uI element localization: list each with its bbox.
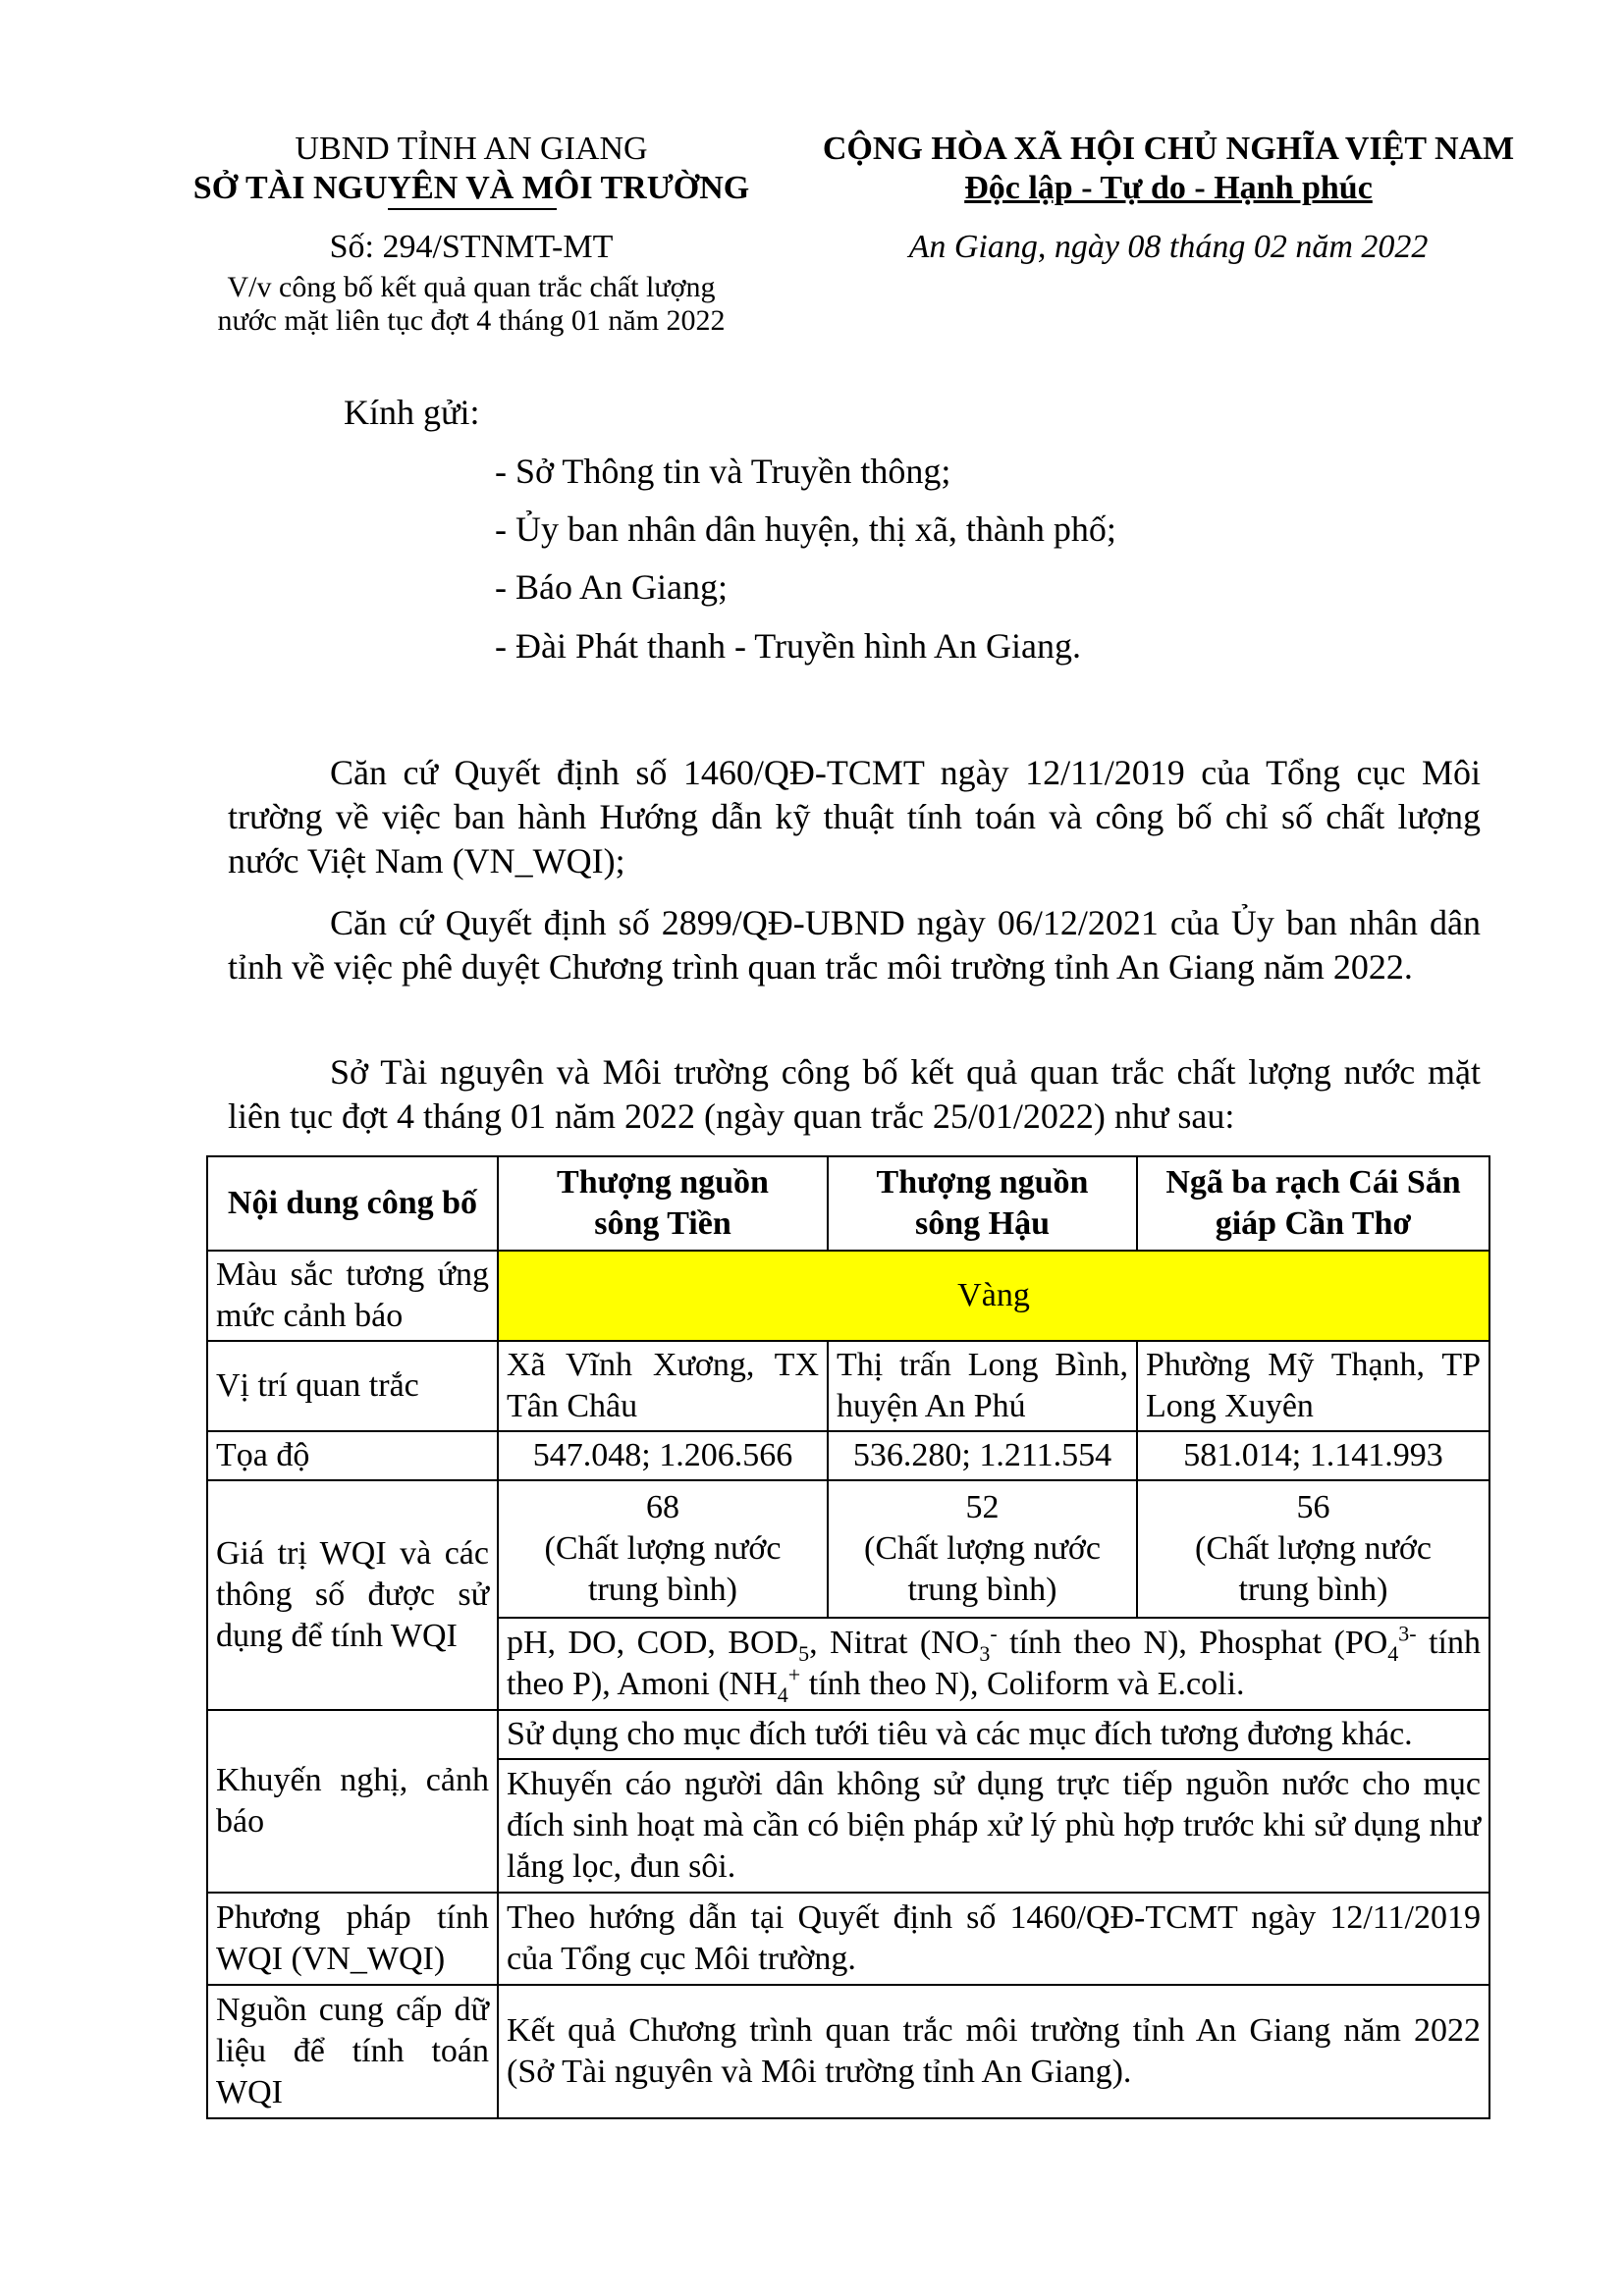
location-station-2: Thị trấn Long Bình, huyện An Phú <box>828 1341 1137 1431</box>
table-header-row <box>207 1156 1489 1251</box>
header-station-1-line-1: Thượng nguồn <box>557 1164 769 1201</box>
wqi-quality-station-3-l2: trung bình) <box>1238 1572 1388 1608</box>
wqi-quality-station-1-l1: (Chất lượng nước <box>544 1530 782 1567</box>
recipient-1: - Sở Thông tin và Truyền thông; <box>495 452 951 491</box>
param-text-5: tính theo N), Coliform và E.coli. <box>800 1666 1245 1702</box>
paragraph-legal-basis-1: Căn cứ Quyết định số 1460/QĐ-TCMT ngày 12/11/2019 của Tổng cục Môi trường về việc ban hành Hướng dẫn kỹ thuật tính toán và công bố chỉ số chất lượng nước Việt Nam (VN_WQI); <box>228 753 1481 881</box>
param-sub-1: 5 <box>798 1640 810 1666</box>
paragraph-legal-basis-2: Căn cứ Quyết định số 2899/QĐ-UBND ngày 06/12/2021 của Ủy ban nhân dân tỉnh về việc phê duyệt Chương trình quan trắc môi trường tỉnh An Giang năm 2022. <box>228 903 1481 987</box>
method-value: Theo hướng dẫn tại Quyết định số 1460/QĐ-TCMT ngày 12/11/2019 của Tổng cục Môi trường. <box>498 1893 1489 1985</box>
warning-color-cell: Vàng <box>498 1251 1489 1341</box>
wqi-parameters-cell <box>498 1618 1489 1710</box>
param-sup-3: 3- <box>1398 1621 1417 1646</box>
location-row-label: Vị trí quan trắc <box>207 1341 498 1431</box>
wqi-station-3 <box>1137 1480 1489 1618</box>
recipient-3: - Báo An Giang; <box>495 567 728 607</box>
table-row-source <box>207 1985 1489 2118</box>
param-text-4: tính theo P), Amoni (NH <box>507 1625 1481 1702</box>
subject-line-1: V/v công bố kết quả quan trắc chất lượng <box>227 271 716 303</box>
subject-line-2: nước mặt liên tục đợt 4 tháng 01 năm 2022 <box>217 304 726 337</box>
table-row-location <box>207 1341 1489 1431</box>
header-station-3-line-2: giáp Cần Thơ <box>1215 1205 1412 1242</box>
wqi-quality-station-2-l1: (Chất lượng nước <box>864 1530 1101 1567</box>
coord-station-1: 547.048; 1.206.566 <box>498 1431 828 1480</box>
wqi-quality-station-2-l2: trung bình) <box>907 1572 1057 1608</box>
recommend-row-label: Khuyến nghị, cảnh báo <box>207 1710 498 1893</box>
agency-line-1: UBND TỈNH AN GIANG <box>295 131 648 167</box>
location-station-3: Phường Mỹ Thạnh, TP Long Xuyên <box>1137 1341 1489 1431</box>
method-row-label: Phương pháp tính WQI (VN_WQI) <box>207 1893 498 1985</box>
doc-number-block <box>157 228 785 267</box>
agency-name-block <box>157 130 785 208</box>
agency-underline <box>388 208 557 210</box>
coord-station-2: 536.280; 1.211.554 <box>828 1431 1137 1480</box>
header-station-2-line-2: sông Hậu <box>915 1205 1050 1242</box>
table-row-wqi-values <box>207 1480 1489 1618</box>
coord-row-label: Tọa độ <box>207 1431 498 1480</box>
table-row-coordinates <box>207 1431 1489 1480</box>
recipient-4: - Đài Phát thanh - Truyền hình An Giang. <box>495 626 1081 666</box>
source-value: Kết quả Chương trình quan trắc môi trường tỉnh An Giang năm 2022 (Sở Tài nguyên và Môi trường tỉnh An Giang). <box>498 1985 1489 2118</box>
national-title: CỘNG HÒA XÃ HỘI CHỦ NGHĨA VIỆT NAM <box>822 131 1515 167</box>
national-motto: Độc lập - Tự do - Hạnh phúc <box>964 170 1373 206</box>
doc-subject <box>157 271 785 338</box>
wqi-results-table <box>206 1155 1490 2119</box>
warning-recommendation: Khuyến cáo người dân không sử dụng trực tiếp nguồn nước cho mục đích sinh hoạt mà cần có biện pháp xử lý phù hợp trước khi sử dụng như lắng lọc, đun sôi. <box>498 1759 1489 1893</box>
header-content: Nội dung công bố <box>207 1156 498 1251</box>
coord-station-3: 581.014; 1.141.993 <box>1137 1431 1489 1480</box>
param-sub-4: 4 <box>777 1682 788 1707</box>
table-row-color <box>207 1251 1489 1341</box>
wqi-value-station-3: 56 <box>1296 1489 1330 1525</box>
wqi-value-station-2: 52 <box>965 1489 1000 1525</box>
table-row-method <box>207 1893 1489 1985</box>
header-station-1 <box>498 1156 828 1251</box>
header-station-3 <box>1137 1156 1489 1251</box>
usage-recommendation: Sử dụng cho mục đích tưới tiêu và các mục đích tương đương khác. <box>498 1710 1489 1759</box>
wqi-row-label: Giá trị WQI và các thông số được sử dụng để tính WQI <box>207 1480 498 1710</box>
greeting: Kính gửi: <box>344 393 480 432</box>
place-date: An Giang, ngày 08 tháng 02 năm 2022 <box>908 229 1429 265</box>
header-station-2 <box>828 1156 1137 1251</box>
national-motto-block <box>805 130 1532 208</box>
wqi-station-1 <box>498 1480 828 1618</box>
wqi-quality-station-3-l1: (Chất lượng nước <box>1195 1530 1432 1567</box>
wqi-value-station-1: 68 <box>646 1489 679 1525</box>
header-station-2-line-1: Thượng nguồn <box>876 1164 1089 1201</box>
paragraph-announcement: Sở Tài nguyên và Môi trường công bố kết quả quan trắc chất lượng nước mặt liên tục đợt 4 tháng 01 năm 2022 (ngày quan trắc 25/01/2022) như sau: <box>228 1052 1481 1136</box>
location-station-1: Xã Vĩnh Xương, TX Tân Châu <box>498 1341 828 1431</box>
table-row-usage <box>207 1710 1489 1759</box>
header-station-3-line-1: Ngã ba rạch Cái Sắn <box>1165 1164 1461 1201</box>
param-text-1: pH, DO, COD, BOD <box>507 1625 799 1661</box>
param-text-3: tính theo N), Phosphat (PO <box>997 1625 1388 1661</box>
param-sub-2: 3 <box>979 1640 991 1666</box>
recipient-2: - Ủy ban nhân dân huyện, thị xã, thành phố; <box>495 509 1116 549</box>
param-sub-3: 4 <box>1387 1640 1399 1666</box>
wqi-quality-station-1-l2: trung bình) <box>587 1572 738 1608</box>
param-sup-2: - <box>990 1621 998 1646</box>
header-station-1-line-2: sông Tiền <box>594 1205 731 1242</box>
source-row-label: Nguồn cung cấp dữ liệu để tính toán WQI <box>207 1985 498 2118</box>
doc-number: Số: 294/STNMT-MT <box>329 229 614 265</box>
agency-line-2: SỞ TÀI NGUYÊN VÀ MÔI TRƯỜNG <box>192 170 750 206</box>
color-row-label: Màu sắc tương ứng mức cảnh báo <box>207 1251 498 1341</box>
param-sup-4: + <box>787 1662 801 1687</box>
wqi-station-2 <box>828 1480 1137 1618</box>
param-text-2: , Nitrat (NO <box>809 1625 980 1661</box>
